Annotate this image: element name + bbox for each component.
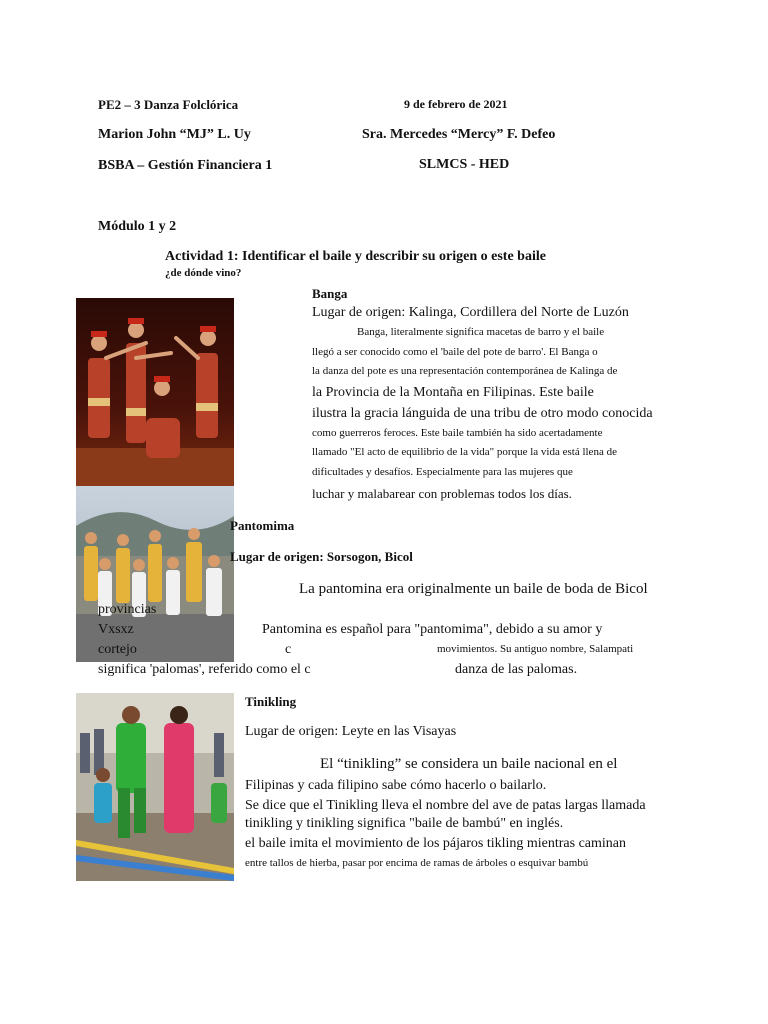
tinikling-title: Tinikling <box>245 694 297 709</box>
banga-line: la danza del pote es una representación contemporánea de Kalinga de <box>312 365 618 377</box>
banga-line: llamado "El acto de equilibrio de la vida" porque la vida está llena de <box>312 446 617 458</box>
course-title: PE2 – 3 Danza Folclórica <box>98 97 239 112</box>
banga-line: luchar y malabarear con problemas todos los días. <box>312 486 572 501</box>
pantomima-line: Vxsxz <box>98 622 134 637</box>
tinikling-line: Filipinas y cada filipino sabe cómo hacerlo o bailarlo. <box>245 778 547 793</box>
tinikling-line: entre tallos de hierba, pasar por encima de ramas de árboles o esquivar bambú <box>245 857 589 869</box>
teacher-name: Sra. Mercedes “Mercy” F. Defeo <box>362 127 556 142</box>
banga-line: Banga, literalmente significa macetas de barro y el baile <box>357 326 605 338</box>
date: 9 de febrero de 2021 <box>404 97 508 111</box>
pantomima-origin: Lugar de origen: Sorsogon, Bicol <box>230 549 413 564</box>
tinikling-line: el baile imita el movimiento de los pájaros tikling mientras caminan <box>245 836 627 851</box>
tinikling-line: Se dice que el Tinikling lleva el nombre del ave de patas largas llamada <box>245 798 646 813</box>
pantomima-line: movimientos. Su antiguo nombre, Salampati <box>437 643 634 655</box>
pantomima-title: Pantomima <box>230 518 295 533</box>
banga-line: ilustra la gracia lánguida de una tribu de otro modo conocida <box>312 406 653 421</box>
pantomima-line: c <box>285 642 292 657</box>
tinikling-dancers-photo <box>76 693 234 881</box>
tinikling-origin: Lugar de origen: Leyte en las Visayas <box>245 724 457 739</box>
activity-subtitle: ¿de dónde vino? <box>165 267 242 279</box>
pantomima-line: Pantomina es español para "pantomima", debido a su amor y <box>262 622 603 637</box>
pantomima-line: significa 'palomas', referido como el c <box>98 662 311 677</box>
banga-line: como guerreros feroces. Este baile también ha sido acertadamente <box>312 427 603 439</box>
pantomima-line: La pantomina era originalmente un baile de boda de Bicol <box>299 581 648 597</box>
banga-dancers-photo <box>76 298 234 486</box>
pantomima-line: provincias <box>98 602 157 617</box>
banga-line: dificultades y desafíos. Especialmente para las mujeres que <box>312 466 573 478</box>
banga-title: Banga <box>312 286 348 301</box>
banga-origin: Lugar de origen: Kalinga, Cordillera del Norte de Luzón <box>312 305 629 320</box>
banga-line: llegó a ser conocido como el 'baile del pote de barro'. El Banga o <box>312 346 598 358</box>
student-name: Marion John “MJ” L. Uy <box>98 127 251 142</box>
tinikling-line: tinikling y tinikling significa "baile de bambú" en inglés. <box>245 816 564 831</box>
activity-title: Actividad 1: Identificar el baile y describir su origen o este baile <box>165 249 546 264</box>
program: BSBA – Gestión Financiera 1 <box>98 158 273 173</box>
pantomima-line: danza de las palomas. <box>455 662 578 677</box>
school: SLMCS - HED <box>419 157 510 172</box>
pantomima-line: cortejo <box>98 642 137 657</box>
module-title: Módulo 1 y 2 <box>98 219 177 234</box>
banga-line: la Provincia de la Montaña en Filipinas. Este baile <box>312 385 594 400</box>
